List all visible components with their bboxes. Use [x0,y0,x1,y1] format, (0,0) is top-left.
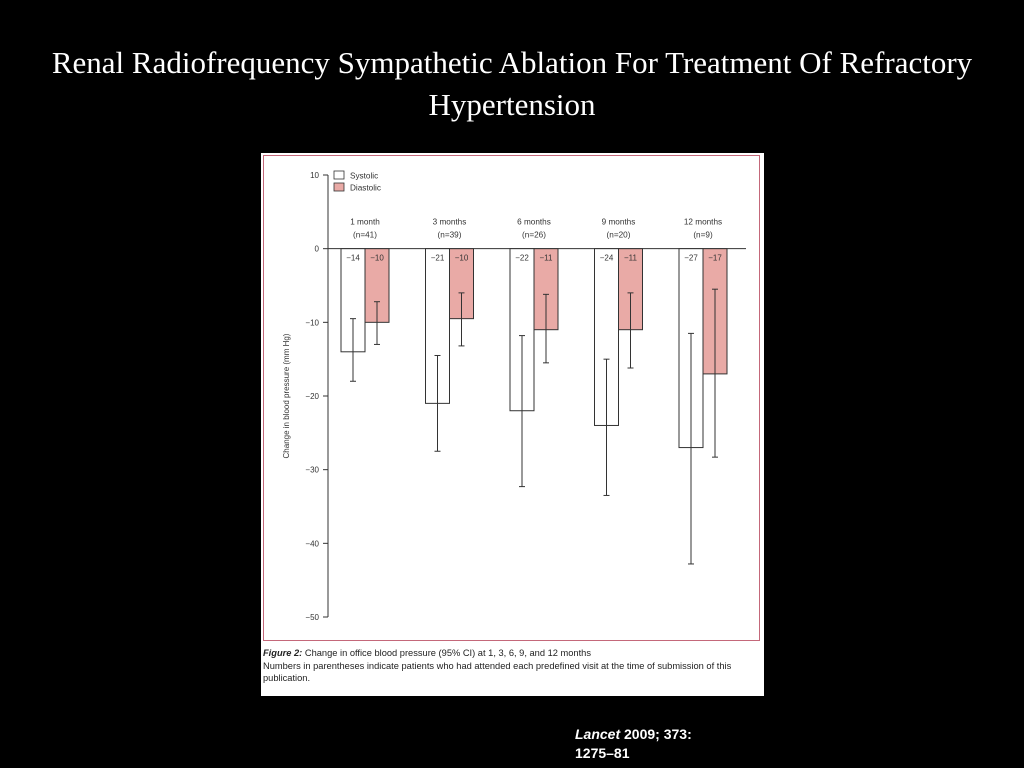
figure-card [261,153,764,696]
legend-label-diastolic: Diastolic [350,183,381,193]
y-axis-label: Change in blood pressure (mm Hg) [282,333,291,459]
legend-label-systolic: Systolic [350,171,379,181]
bar-value-label: −21 [430,253,445,263]
bar-value-label: −11 [539,253,553,263]
category-label: 1 month [350,217,380,227]
bar-value-label: −10 [370,253,384,263]
y-tick-label: −10 [305,318,319,328]
y-tick-label: −40 [305,539,319,549]
caption-label: Figure 2: [263,648,303,658]
category-n-label: (n=39) [437,230,462,240]
category-label: 9 months [601,217,636,227]
category-n-label: (n=26) [522,230,546,240]
bar-chart [261,153,764,643]
bar-value-label: −22 [515,253,529,263]
slide-title: Renal Radiofrequency Sympathetic Ablation For Treatment Of Refractory Hypertension [51,45,973,122]
caption-note: Numbers in parentheses indicate patients who had attended each predefined visit at the time of submission of this publication. [263,660,732,683]
y-tick-label: 0 [314,244,319,254]
category-label: 6 months [517,217,551,227]
category-label: 12 months [683,217,723,227]
category-n-label: (n=9) [693,230,713,240]
bar-value-label: −10 [454,253,469,263]
category-n-label: (n=41) [353,230,377,240]
caption-title: Change in office blood pressure (95% CI) at 1, 3, 6, 9, and 12 months [304,648,591,658]
bar-value-label: −24 [599,253,614,263]
legend-swatch-systolic [334,171,344,179]
bar-value-label: −14 [346,253,360,263]
bar-value-label: −17 [708,253,722,263]
bar-value-label: −27 [684,253,698,263]
y-tick-label: −50 [305,613,319,622]
citation-pages: 1275–81 [575,745,630,761]
bar-value-label: −11 [624,253,637,263]
citation-journal: Lancet [575,726,621,742]
y-tick-label: −30 [305,465,319,475]
legend-swatch-diastolic [334,183,344,191]
figure-caption [263,647,759,685]
citation [575,725,765,763]
citation-details: 2009; 373: [624,726,692,742]
category-label: 3 months [432,217,467,227]
y-tick-label: −20 [305,392,319,401]
category-n-label: (n=20) [606,230,631,240]
y-tick-label: 10 [310,171,319,180]
